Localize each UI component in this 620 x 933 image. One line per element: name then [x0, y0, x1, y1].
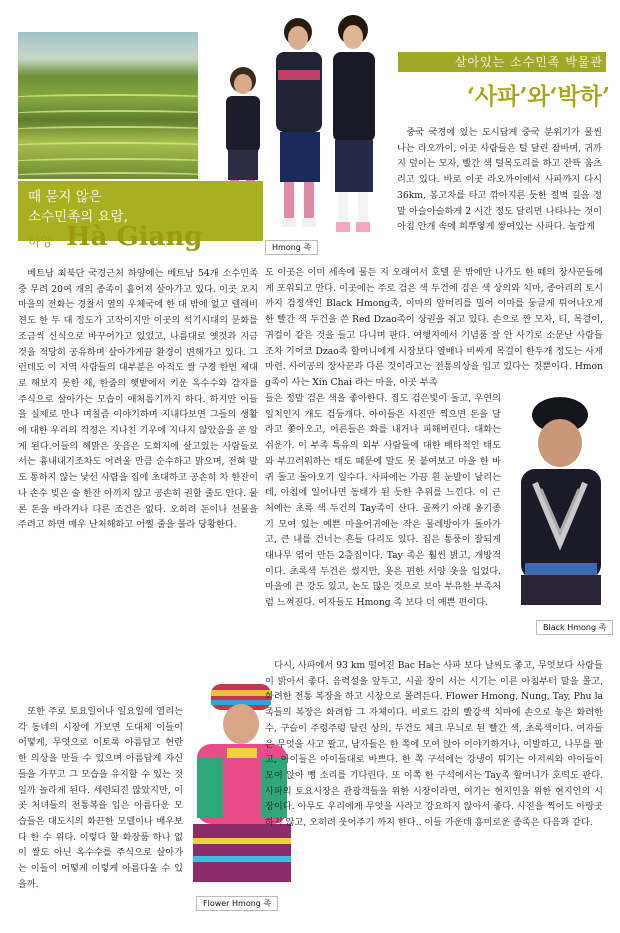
sapa-paragraph-2: 들은 정말 검은 색을 좋아한다. 집도 검은빛이 돌고, 우연의 일치인지 개도 검둥개다. 아이들은 사진만 찍으면 돈을 달라고 쫓아오고, 어른들은 화를 내거나 피해버린다. 대화는 쉬운가. 이 부족 특유의 외부 사람들에 대한 배타적인 태도와 부끄러워하는 태도 때문에 말도 못 붙여보고 마을 한 바퀴 돌고 돌아오기 일수다. 사파에는 가끔 흰 눈발이 날리는데, 아침에 일어나면 동태가 된 듯한 추위를 느낀다. 이 근처에는 초록 색 두건의 Tay족이 산다. 골짜기 아래 옹기종기 모여 있는 예쁜 마을어귀에는 작은 물레방아가 돌아가고, 큰 내를 건너는 흔들 다리도 있다. 집은 통풍이 잘되게 대나무 엮어 만든 2층집이다. Tay 족은 훨씬 밝고, 개방적이다. 초록색 두건은 썼지만, 옷은 편한 서양 옷을 입었다. 마을에 큰 강도 있고, 논도 많은 것으로 보아 부유한 부족처럼 느껴진다. 여자들도 Hmong 족 보다 더 예쁜 편이다. — [265, 393, 501, 609]
hmong-caption: Hmong 족 — [265, 240, 318, 255]
left-title-line2: 소수민족의 요람, — [28, 209, 128, 225]
museum-title: ‘사파’와‘박하’ — [466, 83, 610, 110]
black-hmong-photo — [505, 393, 620, 613]
left-title-prefix: 하양 — [28, 235, 54, 250]
left-title-place: Hà Giang — [66, 222, 203, 252]
bacha-paragraph: 다시, 사파에서 93 km 떨어진 Bac Ha는 사파 보다 날씨도 좋고, 무엇보다 사람들이 밝아서 좋다. 음력설을 앞두고, 시골 장이 서는 시기는 이른 아침부터 말을 몰고, 화려한 전통 복장을 하고 시장으로 몰려든다. Flower Hmong, Nung, Tay, Phu la 족들의 복장은 화려함 그 자체이다. 비로드 감의 빨강색 치마에 손으로 놓은 화려한 수, 구슬이 주렁주렁 달린 상의, 두건도 체크 무늬로 된 빨간 색, 초록색이다. 여자들은 무엇을 사고 팔고, 남자들은 한 쪽에 모여 앉아 이야기하거나, 이발하고, 나무를 팔고, 아이들은 아이들대로 바쁘다. 한 쪽 구석에는 강냉이 튀기는 아저씨와 아이들이 모여 앉아 뻥 소리를 기다린다. 또 이쪽 한 구석에서는 Tay족 할머니가 호떡도 판다. 사파의 토요시장은 관광객들을 위한 시장이라면, 여기는 현지인을 위한 현지인의 시장이다. 아무도 우리에게 무엇을 사라고 강요하지 않아서 좋다. 사진을 찍어도 아랑곳하지 않고, 오히려 웃어주기 까지 한다.. 이들 가운데 흥미로운 종족은 다음과 같다. — [265, 660, 603, 829]
hagiang-paragraph-1: 베트남 최북단 국경근처 하양에는 베트남 54개 소수민족 중 무려 20여 개의 종족이 흩어져 살아가고 있다. 이곳 오지 마을의 전화는 경찰서 옆의 우체국에 한 대 밖에 없고 텔레비젼도 한 두 대 정도가 고작이지만 이곳의 석기시대의 문화를 조금씩 신식으로 바꾸어가고 있었고, 나름대로 옛것과 지금 것을 적당히 공유하며 살아가게끔 환경이 변해가고 있다. 그런데도 이 지역 사람들의 대부분은 아직도 쌀 구경 한번 제대로 해보지 못한 채, 한줌의 햇밭에서 키운 옥수수와 감자를 주식으로 살아가는 모습이 애처롭기까지 하다. 하지만 이들을 실제로 만나 며칠즘 이야기하며 지내다보면 그들의 생활에 대한 우리의 걱정은 지나친 기우에 지나지 않았음을 곧 알게 된다.이들의 해맑은 웃음은 도회지에 살고있는 사람들로서는 흉내내기조차도 어려울 만큼 순수하고 맑으며, 전혀 말도 통하지 않는 낯선 사람을 집에 초대하고 공손히 차 한잔이나 손수 빚은 술 한잔 아끼지 않고 공손히 권할 줄도 안다. 물론 돈을 바라거나 다른 조건은 없다. 오히려 돈이나 선물을 주려고 하면 매우 난처해하고 어쩔 줄을 몰라 당황한다. — [18, 268, 258, 531]
hagiang-paragraph-2: 또한 주로 토요일이나 일요일에 열리는 각 동네의 시장에 가보면 도대체 이들이 어떻게, 무엇으로 이토록 아름답고 현란한 의상을 만들 수 있으며 아름답게 자신들을 가꾸고 그 모습을 유지할 수 있는 것일까 놀라게 된다. 세련되진 않았지만, 이곳 처녀들의 전통복을 입은 아름다운 모습들은 대도시의 화끈한 모델이나 배우보다 한 수 위다. 이렇다 할 화장품 하나 없이 쌀도 아닌 옥수수를 주식으로 살아가는 이들이 어떻게 이렇게 아름다울 수 있을까. — [18, 706, 183, 890]
museum-title-band-text: 살아있는 소수민족 박물관 — [454, 55, 603, 69]
left-title-line1: 때 묻지 않은 — [28, 189, 102, 205]
right-intro-paragraph: 중국 국경에 있는 도시답게 중국 분위기가 물씬 나는 라오까이, 이곳 사람들은 털 달린 잠바며, 귀까지 덮이는 모자, 빨간 색 털목도리를 하고 잔뜩 움츠리고 있다. 바로 이곳 라오까이에서 사파까지 다시 36km, 봉고차를 타고 깎아지른 듯한 절벽 길을 정말 아슬아슬하게 2 시간 정도 달리면 나타나는 것이 아침 안개 속에 희뿌옇게 쌓여있는 사파다. 놀랍게 — [397, 127, 602, 233]
sapa-paragraph-1: 도 이곳은 이미 세속에 물든 지 오래여서 호텔 문 밖에만 나가도 한 떼의 장사꾼들에게 포위되고 만다. 이곳에는 주로 검은 색 두건에 검은 색 상의와 치마, 종아리의 토시까지 검정색인 Black Hmong족, 이마의 앞머리를 밀어 이마를 둥글게 튀어나오게 한 빨간 색 두건을 쓴 Red Dzao족이 상권을 쥐고 있다. 손으로 짠 모자, 티, 목걸이, 귀걸이 같은 것을 들고 다니며 판다. 여행지에서 기념품 잘 안 사기로 소문난 사람들조차 기어코 Dzao족 할머니에게 시장보다 열배나 비싸게 목걸이 한두개 정도는 사게 마련. 사이공의 장사꾼과 다른 것이라고는 전통의상을 입고 있다는 것뿐이다. Hmong족이 사는 Xin Chai 라는 마을, 이곳 부족 — [265, 267, 603, 388]
rice-terraces-photo — [18, 32, 198, 179]
flower-hmong-caption: Flower Hmong 족 — [196, 896, 278, 911]
black-hmong-caption: Black Hmong 족 — [536, 620, 613, 635]
